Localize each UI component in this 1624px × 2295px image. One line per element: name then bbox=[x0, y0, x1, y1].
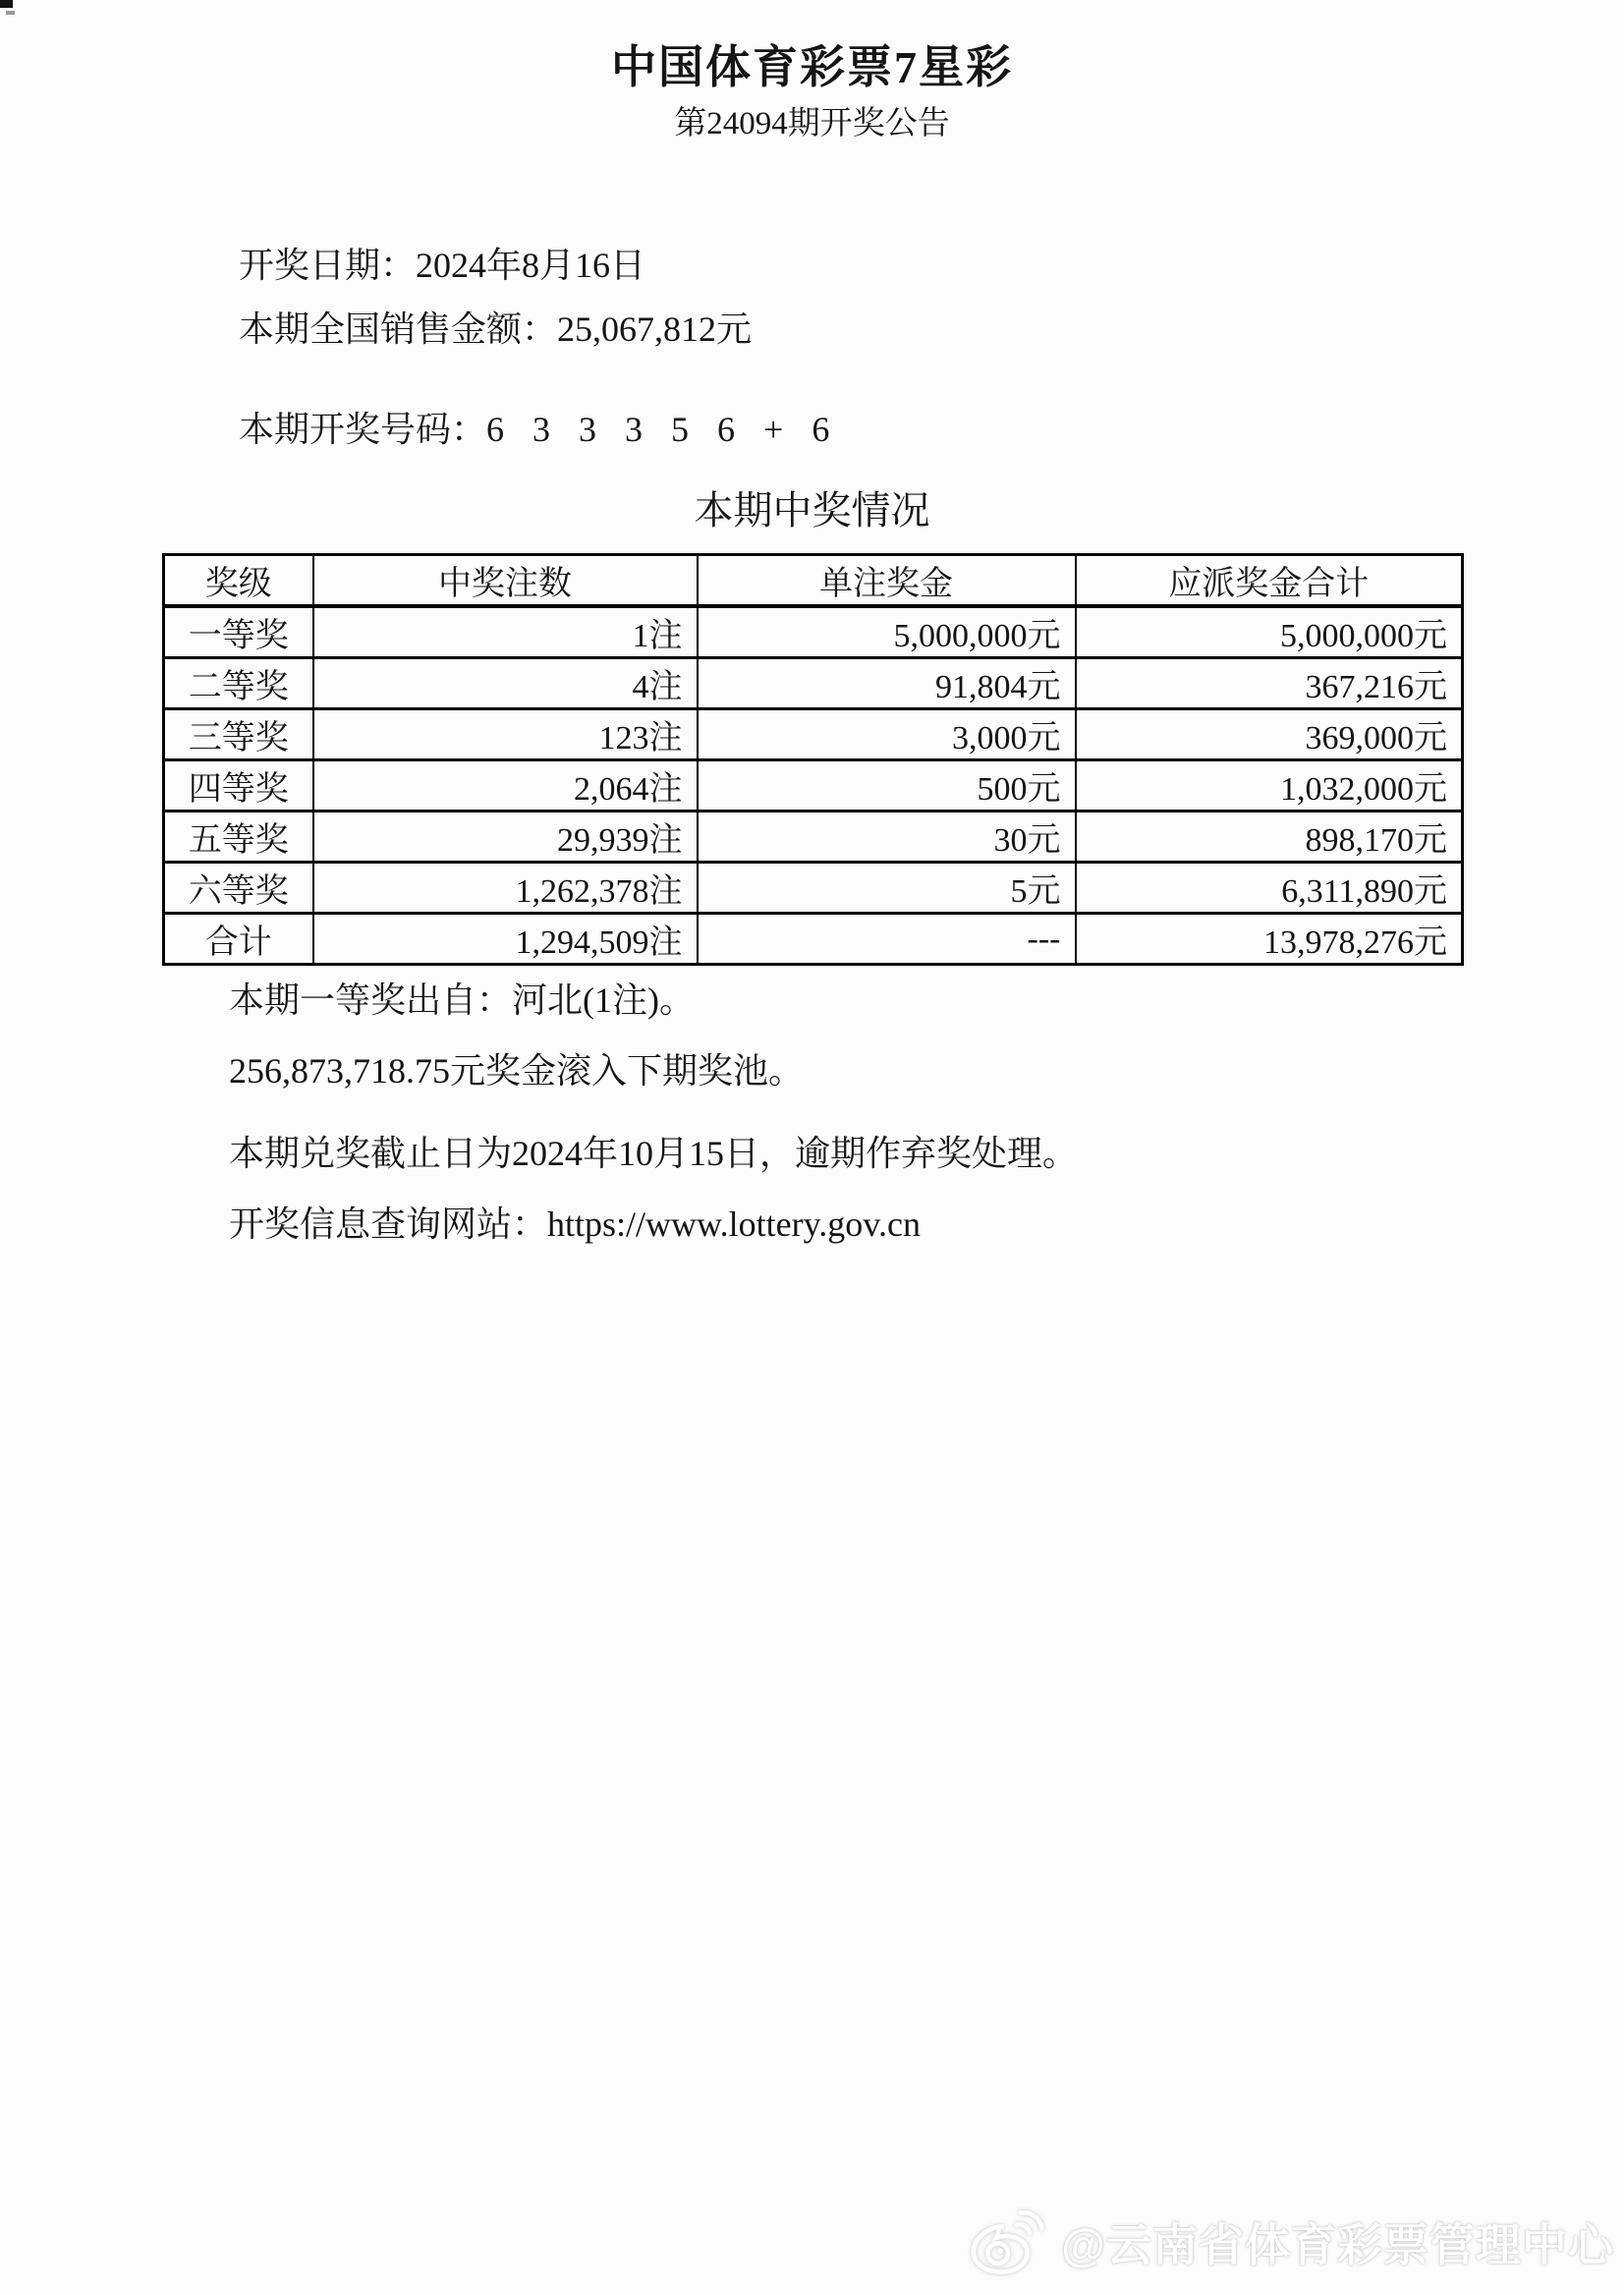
winning-numbers-label: 本期开奖号码： bbox=[239, 410, 487, 449]
prize-level: 二等奖 bbox=[164, 658, 313, 709]
col-header-winning-bets: 中奖注数 bbox=[313, 555, 698, 607]
draw-date-value: 2024年8月16日 bbox=[416, 246, 646, 285]
sales-amount-value: 25,067,812元 bbox=[557, 309, 753, 349]
total-prize: 369,000元 bbox=[1076, 709, 1463, 760]
col-header-total-prize: 应派奖金合计 bbox=[1076, 555, 1463, 607]
winning-numbers-line bbox=[239, 411, 831, 450]
total-prize: 13,978,276元 bbox=[1076, 914, 1463, 965]
prize-table bbox=[162, 553, 1464, 966]
table-row-sixth-prize bbox=[164, 863, 1463, 914]
winning-bets: 1注 bbox=[313, 606, 698, 658]
winning-numbers-value: 6 3 3 3 5 6 + 6 bbox=[486, 410, 832, 449]
winning-bets: 123注 bbox=[313, 709, 698, 760]
draw-date-label: 开奖日期： bbox=[239, 246, 417, 285]
total-prize: 5,000,000元 bbox=[1076, 606, 1463, 658]
single-prize: --- bbox=[698, 914, 1076, 965]
weibo-icon bbox=[965, 2205, 1047, 2279]
single-prize: 3,000元 bbox=[698, 709, 1076, 760]
winning-bets: 1,262,378注 bbox=[313, 863, 698, 914]
total-prize: 1,032,000元 bbox=[1076, 760, 1463, 812]
total-prize: 898,170元 bbox=[1076, 812, 1463, 863]
watermark-handle: @云南省体育彩票管理中心 bbox=[1061, 2219, 1614, 2270]
winning-bets: 4注 bbox=[313, 658, 698, 709]
single-prize: 5元 bbox=[698, 863, 1076, 914]
sales-amount-label: 本期全国销售金额： bbox=[239, 309, 558, 349]
winning-bets: 29,939注 bbox=[313, 812, 698, 863]
note-rollover-amount: 256,873,718.75元奖金滚入下期奖池。 bbox=[229, 1051, 805, 1091]
note-claim-deadline: 本期兑奖截止日为2024年10月15日，逾期作弃奖处理。 bbox=[229, 1134, 1079, 1173]
corner-artifact bbox=[0, 0, 13, 8]
table-row-first-prize bbox=[164, 606, 1463, 658]
col-header-single-prize: 单注奖金 bbox=[698, 555, 1076, 607]
col-header-prize-level: 奖级 bbox=[164, 555, 313, 607]
table-row-second-prize bbox=[164, 658, 1463, 709]
single-prize: 30元 bbox=[698, 812, 1076, 863]
prize-level: 五等奖 bbox=[164, 812, 313, 863]
winning-bets: 1,294,509注 bbox=[313, 914, 698, 965]
draw-date-line bbox=[239, 247, 645, 286]
total-prize: 367,216元 bbox=[1076, 658, 1463, 709]
note-info-website: 开奖信息查询网站：https://www.lottery.gov.cn bbox=[229, 1204, 921, 1244]
table-row-fourth-prize bbox=[164, 760, 1463, 812]
sales-amount-line bbox=[239, 310, 752, 350]
single-prize: 5,000,000元 bbox=[698, 606, 1076, 658]
table-row-fifth-prize bbox=[164, 812, 1463, 863]
note-first-prize-origin: 本期一等奖出自：河北(1注)。 bbox=[229, 980, 695, 1020]
prize-level: 三等奖 bbox=[164, 709, 313, 760]
prize-level: 合计 bbox=[164, 914, 313, 965]
single-prize: 500元 bbox=[698, 760, 1076, 812]
table-row-third-prize bbox=[164, 709, 1463, 760]
prize-level: 六等奖 bbox=[164, 863, 313, 914]
page-title: 中国体育彩票7星彩 bbox=[611, 42, 1013, 92]
page-subtitle: 第24094期开奖公告 bbox=[674, 106, 950, 141]
table-header-row bbox=[164, 555, 1463, 607]
total-prize: 6,311,890元 bbox=[1076, 863, 1463, 914]
watermark bbox=[965, 2205, 1614, 2279]
table-row-total bbox=[164, 914, 1463, 965]
prize-level: 一等奖 bbox=[164, 606, 313, 658]
single-prize: 91,804元 bbox=[698, 658, 1076, 709]
prize-table-title: 本期中奖情况 bbox=[694, 488, 930, 532]
winning-bets: 2,064注 bbox=[313, 760, 698, 812]
prize-level: 四等奖 bbox=[164, 760, 313, 812]
